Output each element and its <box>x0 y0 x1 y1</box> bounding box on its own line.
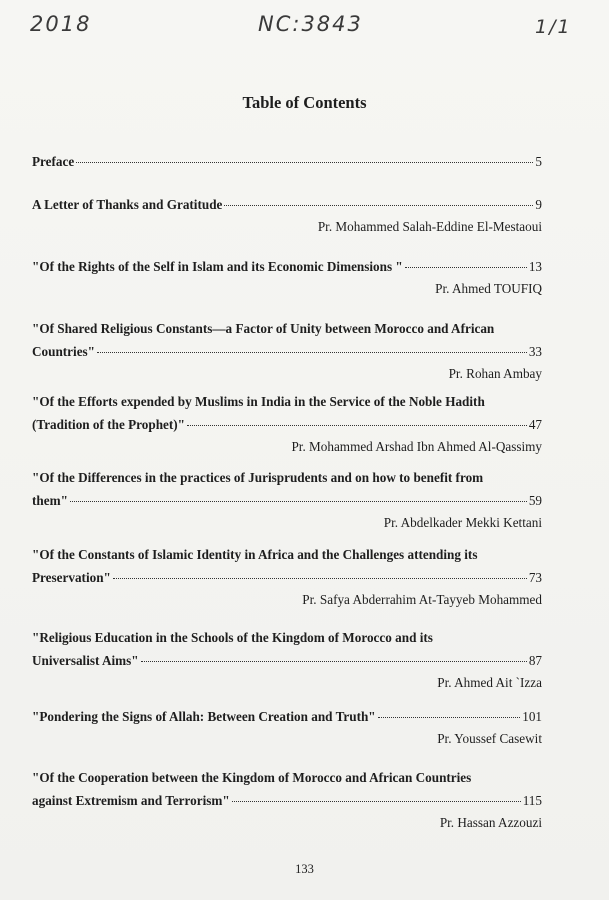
toc-page-number: 5 <box>535 154 542 169</box>
toc-entry[interactable] <box>32 150 542 173</box>
dot-leader <box>232 801 521 802</box>
toc-entry-title: "Pondering the Signs of Allah: Between Creation and Truth" <box>32 709 376 724</box>
toc-page-number: 101 <box>522 709 542 724</box>
toc-entry-leader-line <box>32 705 542 728</box>
toc-entry[interactable] <box>32 543 542 610</box>
toc-entry-author: Pr. Ahmed Ait `Izza <box>437 675 542 690</box>
toc-page-number: 33 <box>528 344 542 359</box>
toc-entry-leader-line <box>32 413 542 436</box>
toc-page-number: 73 <box>528 570 542 585</box>
toc-entry-author: Pr. Mohammed Arshad Ibn Ahmed Al-Qassimy <box>291 439 542 454</box>
toc-entry[interactable] <box>32 466 542 533</box>
toc-entry-author: Pr. Rohan Ambay <box>448 366 542 381</box>
toc-page-number: 59 <box>528 493 542 508</box>
toc-entry-leader-line <box>32 489 542 512</box>
toc-entry-title: Preservation" <box>32 570 111 585</box>
toc-entry-leader-line <box>32 340 542 363</box>
dot-leader <box>97 352 527 353</box>
toc-entry-leader-line <box>32 789 542 812</box>
toc-entry-leader-line <box>32 566 542 589</box>
dot-leader <box>224 205 533 206</box>
toc-page-number: 13 <box>528 259 542 274</box>
toc-entry-title: them" <box>32 493 68 508</box>
toc-entry-leader-line <box>32 255 542 278</box>
toc-entry-author: Pr. Youssef Casewit <box>437 731 542 746</box>
toc-entry-title-line: "Of the Constants of Islamic Identity in Africa and the Challenges attending its <box>32 547 478 562</box>
handwritten-count: 1/1 <box>535 16 572 38</box>
dot-leader <box>405 267 527 268</box>
toc-entry[interactable] <box>32 766 542 833</box>
handwritten-code: NC:3843 <box>258 12 363 36</box>
toc-entry-title-line: "Of the Differences in the practices of Jurisprudents and on how to benefit from <box>32 470 484 485</box>
toc-entry[interactable] <box>32 626 542 693</box>
toc-entry-leader-line <box>32 150 542 173</box>
toc-entry-title: Preface <box>32 154 75 169</box>
toc-entry-leader-line <box>32 649 542 672</box>
dot-leader <box>76 162 533 163</box>
toc-entry-author: Pr. Safya Abderrahim At-Tayyeb Mohammed <box>302 592 542 607</box>
toc-entry-title-line: "Of the Cooperation between the Kingdom of Morocco and African Countries <box>32 770 472 785</box>
page-number: 133 <box>295 862 314 876</box>
dot-leader <box>141 661 527 662</box>
toc-entry-title: A Letter of Thanks and Gratitude <box>32 197 223 212</box>
dot-leader <box>187 425 527 426</box>
toc-entry-title-line: "Of the Efforts expended by Muslims in India in the Service of the Noble Hadith <box>32 394 485 409</box>
toc-entry-title: (Tradition of the Prophet)" <box>32 417 185 432</box>
page-title: Table of Contents <box>242 93 367 112</box>
toc-page-number: 9 <box>535 197 542 212</box>
toc-entry-title: against Extremism and Terrorism" <box>32 793 230 808</box>
toc-page-number: 115 <box>522 793 542 808</box>
toc-entry[interactable] <box>32 390 542 457</box>
toc-entry[interactable] <box>32 705 542 749</box>
toc-page-number: 47 <box>528 417 542 432</box>
toc-entry[interactable] <box>32 193 542 237</box>
toc-page-number: 87 <box>528 653 542 668</box>
toc-entry-title: Universalist Aims" <box>32 653 139 668</box>
toc-entry-title-line: "Religious Education in the Schools of the Kingdom of Morocco and its <box>32 630 433 645</box>
toc-entry-author: Pr. Mohammed Salah-Eddine El-Mestaoui <box>317 219 542 234</box>
toc-entry-author: Pr. Abdelkader Mekki Kettani <box>383 515 542 530</box>
toc-entry-author: Pr. Ahmed TOUFIQ <box>435 281 542 296</box>
dot-leader <box>113 578 527 579</box>
dot-leader <box>378 717 521 718</box>
toc-entry-author: Pr. Hassan Azzouzi <box>439 815 542 830</box>
handwritten-year: 2018 <box>30 12 92 36</box>
toc-entry[interactable] <box>32 255 542 299</box>
toc-entry-leader-line <box>32 193 542 216</box>
toc-entry-title: Countries" <box>32 344 96 359</box>
toc-entry-title: "Of the Rights of the Self in Islam and its Economic Dimensions " <box>32 259 403 274</box>
toc-entry[interactable] <box>32 317 542 384</box>
dot-leader <box>70 501 527 502</box>
toc-entry-title-line: "Of Shared Religious Constants—a Factor of Unity between Morocco and African <box>32 321 495 336</box>
